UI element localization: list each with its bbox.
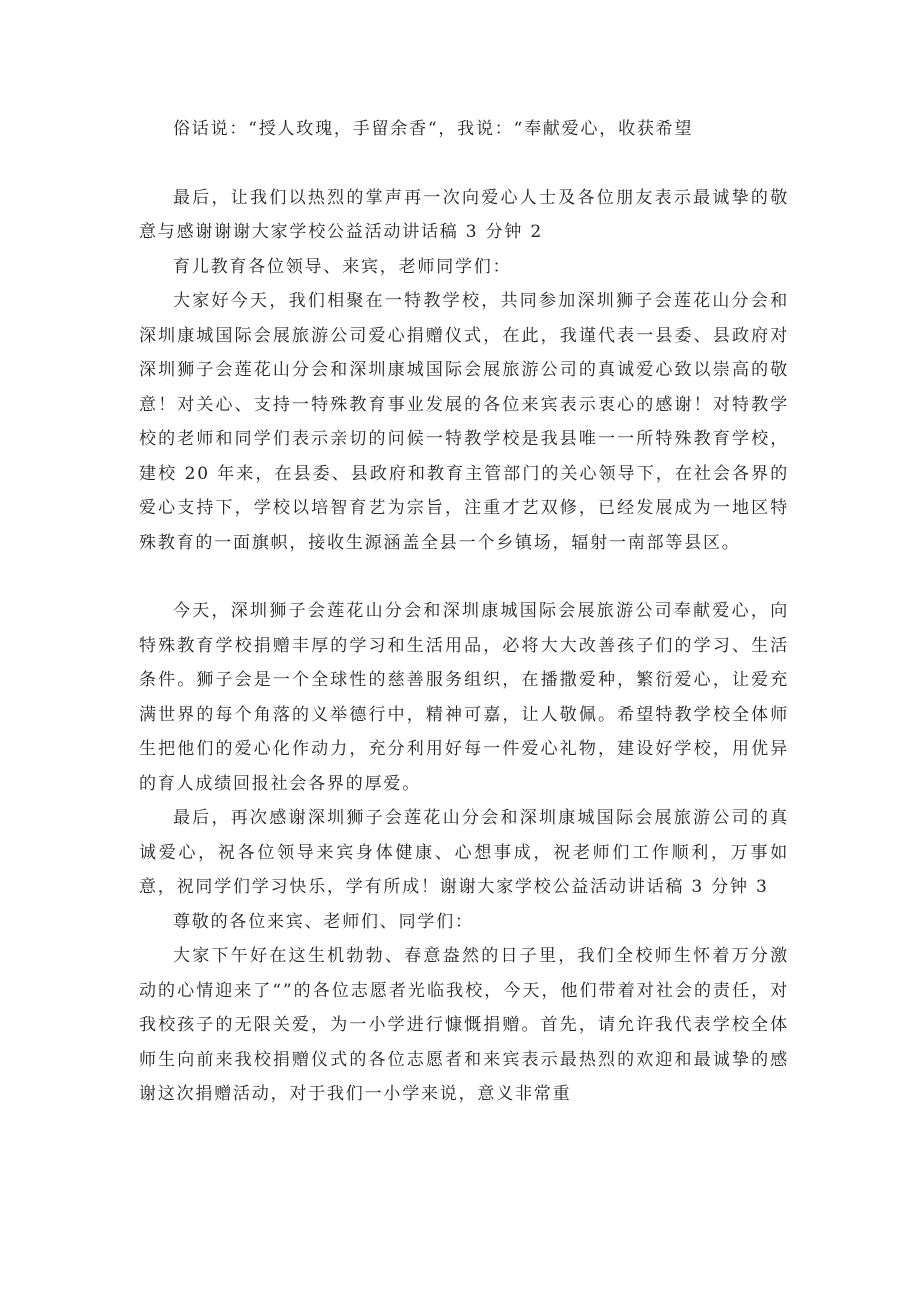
paragraph-salutation-2: 尊敬的各位来宾、老师们、同学们： [173,911,474,932]
paragraph-closing-2: 最后，再次感谢深圳狮子会莲花山分会和深圳康城国际会展旅游公司的真诚爱心，祝各位领导来宾身体健康、心想事成，祝老师们工作顺利，万事如意，祝同学们学习快乐，学有所成！谢谢大家学校公益活动讲话稿 3 分钟 3 [139,808,789,897]
document-page [139,112,789,1112]
paragraph-body-3: 大家下午好在这生机勃勃、春意盎然的日子里，我们全校师生怀着万分激动的心情迎来了“”的各位志愿者光临我校，今天，他们带着对社会的责任，对我校孩子的无限关爱，为一小学进行慷慨捐赠。首先，请允许我代表学校全体师生向前来我校捐赠仪式的各位志愿者和来宾表示最热烈的欢迎和最诚挚的感谢这次捐赠活动，对于我们一小学来说，意义非常重 [139,946,789,1104]
paragraph-proverb: 俗话说：“授人玫瑰，手留余香“，我说：“奉献爱心，收获希望 [173,119,694,139]
paragraph-salutation-1: 育儿教育各位领导、来宾，老师同学们： [173,256,512,277]
paragraph-body-2: 今天，深圳狮子会莲花山分会和深圳康城国际会展旅游公司奉献爱心，向特殊教育学校捐赠丰厚的学习和生活用品，必将大大改善孩子们的学习、生活条件。狮子会是一个全球性的慈善服务组织，在播撒爱种，繁衍爱心，让爱充满世界的每个角落的义举德行中，精神可嘉，让人敬佩。希望特教学校全体师生把他们的爱心化作动力，充分利用好每一件爱心礼物，建设好学校，用优异的育人成绩回报社会各界的厚爱。 [139,601,789,794]
paragraph-body-1: 大家好今天，我们相聚在一特教学校，共同参加深圳狮子会莲花山分会和深圳康城国际会展旅游公司爱心捐赠仪式，在此，我谨代表一县委、县政府对深圳狮子会莲花山分会和深圳康城国际会展旅游公司的真诚爱心致以崇高的敬意！对关心、支持一特殊教育事业发展的各位来宾表示衷心的感谢！对特教学校的老师和同学们表示亲切的问候一特教学校是我县唯一一所特殊教育学校，建校 20 年来，在县委、县政府和教育主管部门的关心领导下，在社会各界的爱心支持下，学校以培智育艺为宗旨，注重才艺双修，已经发展成为一地区特殊教育的一面旗帜，接收生源涵盖全县一个乡镇场，辐射一南部等县区。 [139,291,789,553]
paragraph-closing-1: 最后，让我们以热烈的掌声再一次向爱心人士及各位朋友表示最诚挚的敬意与感谢谢谢大家学校公益活动讲话稿 3 分钟 2 [139,187,789,242]
paragraph-gap [139,147,789,181]
paragraph-gap [139,560,789,594]
